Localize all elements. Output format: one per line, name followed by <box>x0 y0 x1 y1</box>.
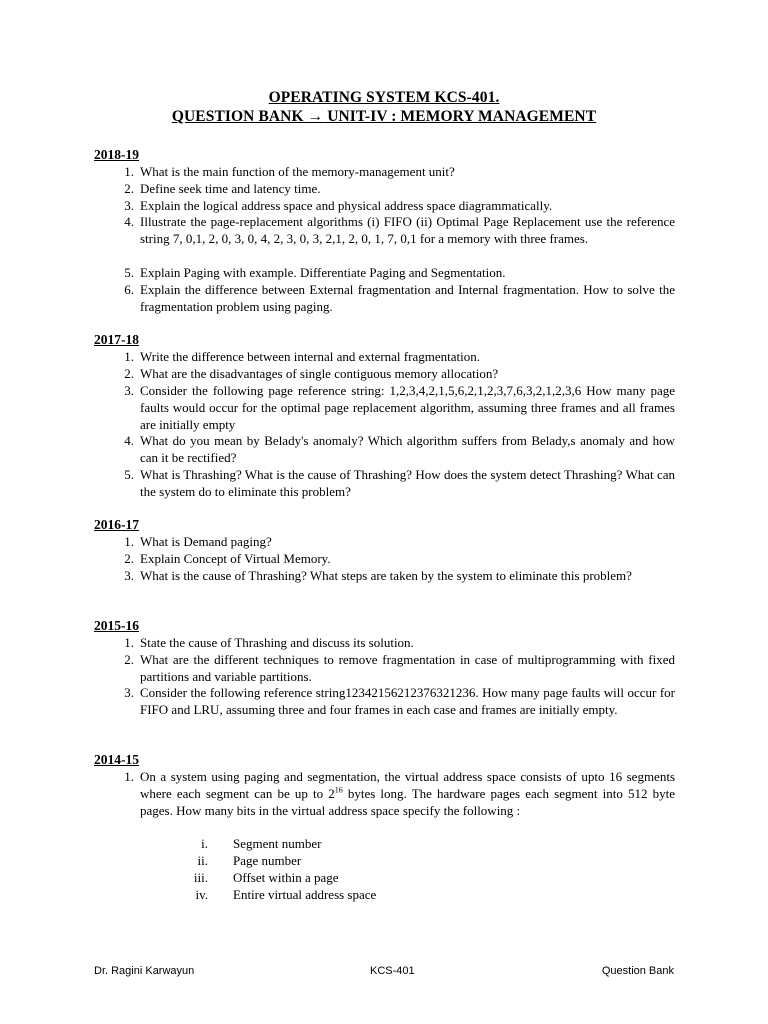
question-item <box>124 551 675 568</box>
question-number: 1. <box>124 349 134 364</box>
question-text: What do you mean by Belady's anomaly? Which algorithm suffers from Belady,s anomaly and how can it be rectified? <box>140 433 675 465</box>
sub-item-text: Page number <box>233 853 302 868</box>
question-text: State the cause of Thrashing and discuss its solution. <box>140 635 414 650</box>
question-text: Explain Paging with example. Differentiate Paging and Segmentation. <box>140 265 506 280</box>
document-title <box>0 89 768 107</box>
question-item <box>124 214 675 248</box>
question-number: 3. <box>124 685 134 700</box>
question-number: 1. <box>124 769 134 784</box>
question-number: 5. <box>124 265 134 280</box>
question-text: What is the main function of the memory-management unit? <box>140 164 455 179</box>
question-item <box>124 685 675 719</box>
footer-author: Dr. Ragini Karwayun <box>94 965 195 977</box>
footer-course-code: KCS-401 <box>370 965 415 977</box>
question-number: 6. <box>124 282 134 297</box>
question-item <box>124 467 675 501</box>
superscript-exponent: 16 <box>334 785 343 795</box>
question-number: 4. <box>124 214 134 229</box>
roman-numeral: i. <box>201 836 208 851</box>
question-text: What are the different techniques to remove fragmentation in case of multiprogramming with fixed partitions and variable partitions. <box>140 652 675 684</box>
question-number: 1. <box>124 164 134 179</box>
roman-numeral: iv. <box>195 887 208 902</box>
title-line-1: OPERATING SYSTEM KCS-401. <box>268 89 500 106</box>
question-text: What is Demand paging? <box>140 534 272 549</box>
arrow-icon: → <box>307 108 324 125</box>
question-number: 2. <box>124 181 134 196</box>
document-subtitle <box>0 108 768 126</box>
question-number: 2. <box>124 652 134 667</box>
question-number: 5. <box>124 467 134 482</box>
question-number: 2. <box>124 366 134 381</box>
year-heading-2015-16: 2015-16 <box>94 618 139 633</box>
question-number: 4. <box>124 433 134 448</box>
question-text: Consider the following reference string12342156212376321236. How many page faults will occur for FIFO and LRU, assuming three and four frames in each case and frames are initially empty. <box>140 685 675 717</box>
subtitle-suffix: UNIT-IV : MEMORY MANAGEMENT <box>323 108 597 125</box>
question-item <box>124 349 675 366</box>
question-item <box>124 265 675 282</box>
roman-numeral: ii. <box>197 853 208 868</box>
question-text: Write the difference between internal and external fragmentation. <box>140 349 480 364</box>
question-text: What is the cause of Thrashing? What steps are taken by the system to eliminate this problem? <box>140 568 632 583</box>
question-number: 1. <box>124 635 134 650</box>
question-number: 1. <box>124 534 134 549</box>
question-text: Explain the difference between External fragmentation and Internal fragmentation. How to solve the fragmentation problem using paging. <box>140 282 675 314</box>
question-item <box>124 181 675 198</box>
year-heading-2017-18: 2017-18 <box>94 332 139 347</box>
question-item <box>124 366 675 383</box>
question-item <box>124 568 675 585</box>
question-item <box>124 635 675 652</box>
sub-item-text: Offset within a page <box>233 870 339 885</box>
year-heading-2016-17: 2016-17 <box>94 517 139 532</box>
question-number: 2. <box>124 551 134 566</box>
year-heading-2014-15: 2014-15 <box>94 752 139 767</box>
question-item <box>124 769 676 819</box>
question-number: 3. <box>124 383 134 398</box>
subtitle-prefix: QUESTION BANK <box>171 108 308 125</box>
question-text: Explain the logical address space and physical address space diagrammatically. <box>140 198 553 213</box>
question-item <box>124 198 675 215</box>
sub-item-text: Entire virtual address space <box>233 887 377 902</box>
question-item <box>124 164 675 181</box>
roman-numeral: iii. <box>193 870 208 885</box>
question-item <box>124 652 675 686</box>
question-text: What is Thrashing? What is the cause of Thrashing? How does the system detect Thrashing? What can the system do to eliminate this problem? <box>140 467 675 499</box>
question-text: Define seek time and latency time. <box>140 181 321 196</box>
question-text-continued: bytes long. The hardware pages each segment into 512 byte pages. How many bits in the virtual address space specify the following : <box>140 785 676 818</box>
question-text: On a system using paging and segmentation, the virtual address space consists of upto 16 segments where each segment can be up to 2 <box>140 769 675 801</box>
question-number: 3. <box>124 198 134 213</box>
question-number: 3. <box>124 568 134 583</box>
question-text: Explain Concept of Virtual Memory. <box>140 551 331 566</box>
question-text: Consider the following page reference string: 1,2,3,4,2,1,5,6,2,1,2,3,7,6,3,2,1,2,3,6 How many page faults would occur for the optimal page replacement algorithm, assuming three frames and all frames are initially empty <box>140 383 675 432</box>
question-text: Illustrate the page-replacement algorithms (i) FIFO (ii) Optimal Page Replacement use the reference string 7, 0,1, 2, 0, 3, 0, 4, 2, 3, 0, 3, 2,1, 2, 0, 1, 7, 0,1 for a memory with three frames. <box>140 214 675 246</box>
question-item <box>124 282 675 316</box>
question-item <box>124 383 675 433</box>
question-item <box>124 534 675 551</box>
question-item <box>124 433 675 467</box>
year-heading-2018-19: 2018-19 <box>94 147 139 162</box>
sub-item-text: Segment number <box>233 836 322 851</box>
question-text: What are the disadvantages of single contiguous memory allocation? <box>140 366 499 381</box>
footer-label: Question Bank <box>601 965 674 977</box>
